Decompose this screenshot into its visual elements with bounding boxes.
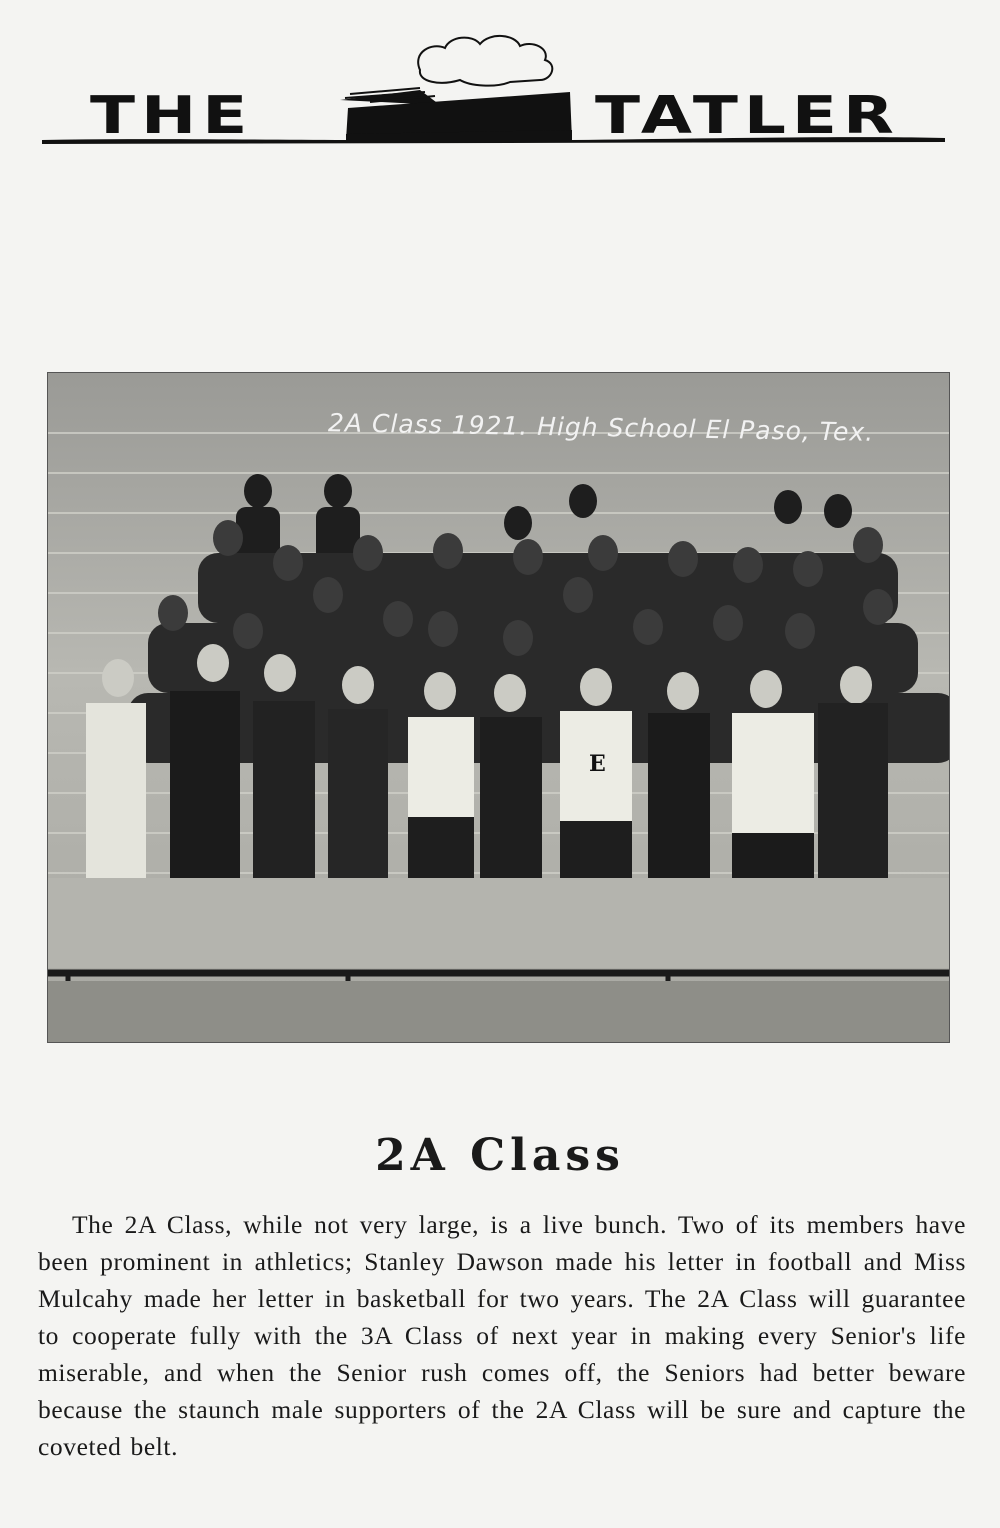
photo-handwritten-caption: 2A Class 1921. High School El Paso, Tex.: [327, 408, 875, 447]
masthead: [40, 30, 950, 160]
class-photograph: [47, 372, 950, 1043]
article-body: The 2A Class, while not very large, is a live bunch. Two of its members have been prominent in athletics; Stanley Dawson made his letter in football and Miss Mulcahy made her letter in basketball for two years. The 2A Class will guarantee to cooperate fully with the 3A Class of next year in making every Senior's life miserable, and when the Senior rush comes off, the Seniors had better beware because the staunch male supporters of the 2A Class will be sure and capture the coveted belt.: [38, 1210, 966, 1461]
article-title: 2A Class: [375, 1130, 625, 1181]
class-photo-illustration: [48, 373, 949, 1042]
masthead-the: THE: [90, 85, 254, 146]
svg-text:E: E: [589, 751, 606, 777]
masthead-tatler: TATLER: [595, 85, 900, 146]
